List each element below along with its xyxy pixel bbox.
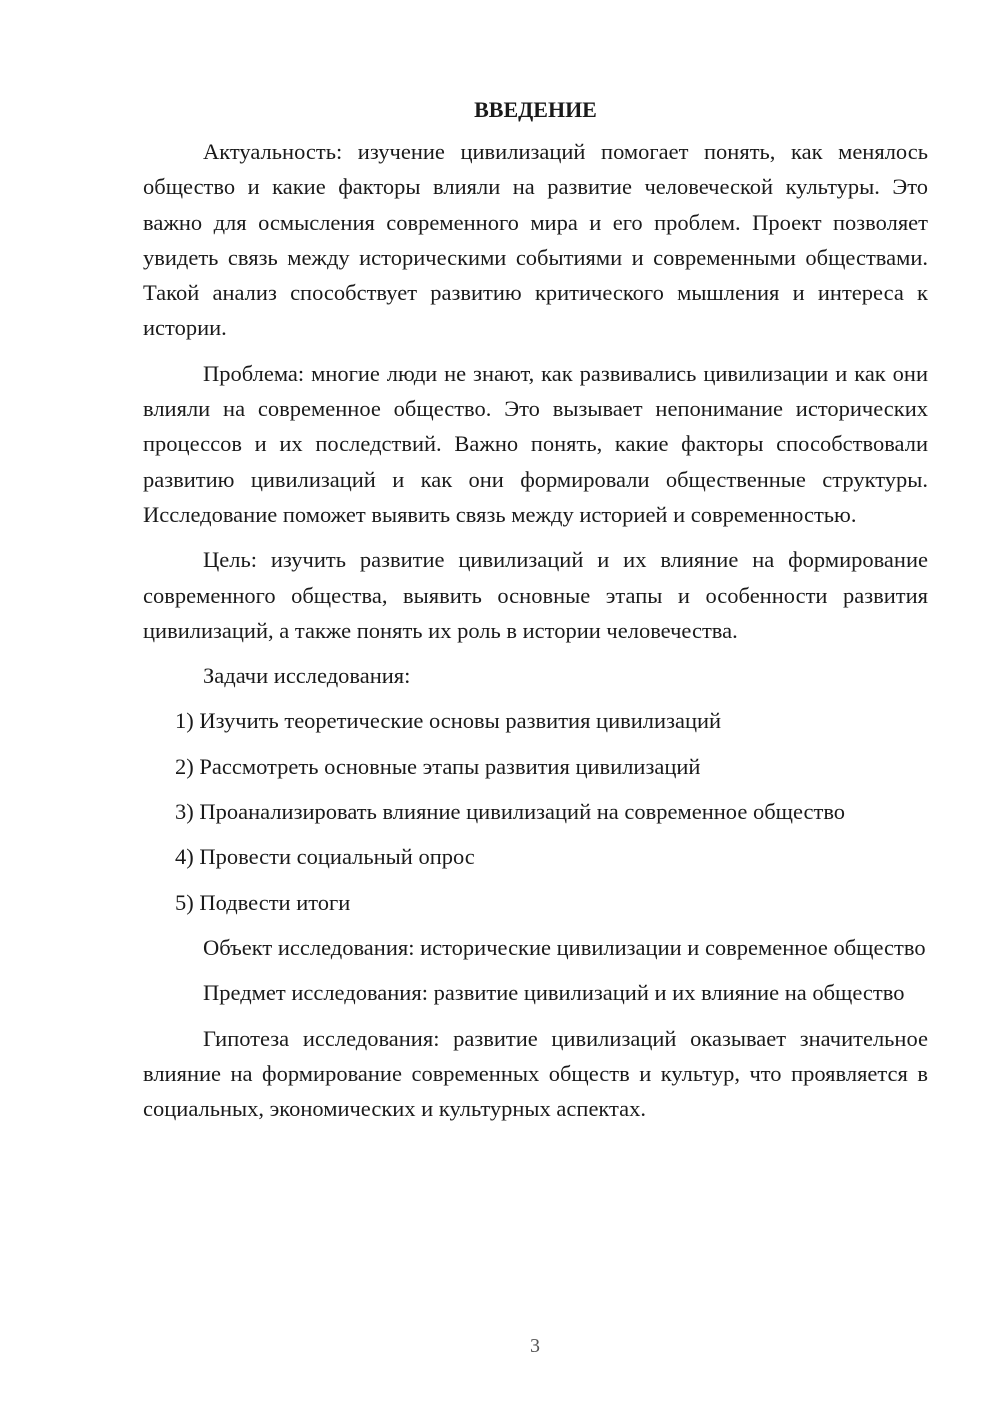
list-item: 1) Изучить теоретические основы развития цивилизаций [175, 708, 722, 734]
list-item: 4) Провести социальный опрос [175, 844, 475, 870]
paragraph-object: Объект исследования: исторические цивилизации и современное общество [203, 934, 926, 960]
page-number: 3 [530, 1335, 540, 1357]
tasks-heading: Задачи исследования: [203, 663, 411, 689]
paragraph-subject: Предмет исследования: развитие цивилизаций и их влияние на общество [203, 980, 905, 1006]
paragraph-problem: Проблема: многие люди не знают, как развивались цивилизации и как они влияли на современное общество. Это вызывает непонимание исторических процессов и их последствий. Важно понять, какие факторы способствовали развитию цивилизаций и как они формировали общественные структуры. Исследование поможет выявить связь между историей и современностью. [143, 360, 928, 527]
paragraph-goal: Цель: изучить развитие цивилизаций и их влияние на формирование современного общества, выявить основные этапы и особенности развития цивилизаций, а также понять их роль в истории человечества. [143, 547, 928, 643]
list-item: 5) Подвести итоги [175, 889, 351, 915]
list-item: 2) Рассмотреть основные этапы развития цивилизаций [175, 753, 701, 779]
document-page [143, 94, 928, 1136]
list-item: 3) Проанализировать влияние цивилизаций на современное общество [175, 799, 846, 825]
page-title: ВВЕДЕНИЕ [474, 97, 597, 122]
paragraph-hypothesis: Гипотеза исследования: развитие цивилизаций оказывает значительное влияние на формирование современных обществ и культур, что проявляется в социальных, экономических и культурных аспектах. [143, 1025, 928, 1122]
paragraph-relevance: Актуальность: изучение цивилизаций помогает понять, как менялось общество и какие факторы влияли на развитие человеческой культуры. Это важно для осмысления современного мира и его проблем. Проект позволяет увидеть связь между историческими событиями и современными обществами. Такой анализ способствует развитию критического мышления и интереса к истории. [143, 139, 928, 341]
task-list [143, 703, 928, 919]
